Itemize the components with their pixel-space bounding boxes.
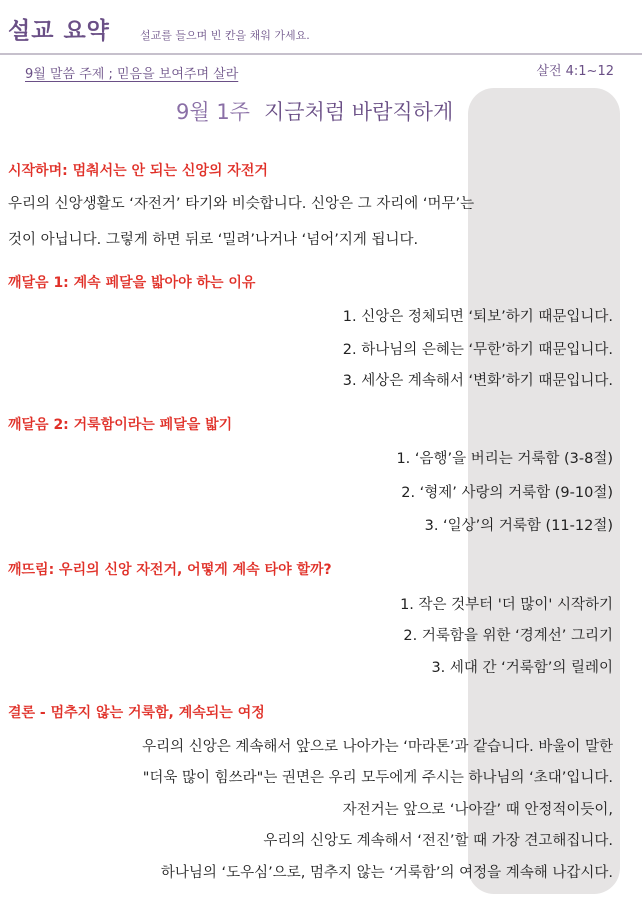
intro-line: 우리의 신앙생활도 ‘자전거’ 타기와 비슷합니다. 신앙은 그 자리에 ‘머무’는 [8,196,475,212]
monthly-theme: 9월 말씀 주제 ; 믿음을 보여주며 살라 [25,67,239,82]
sermon-week: 9월 1주 [176,100,250,124]
sermon-title [176,96,453,126]
conclusion-line: 우리의 신앙은 계속해서 앞으로 나아가는 ‘마라톤’과 같습니다. 바울이 말한 [142,739,613,755]
lesson1-item: 1. 신앙은 정체되면 ‘퇴보’하기 때문입니다. [342,309,613,325]
conclusion-line: 자전거는 앞으로 ‘나아갈’ 때 안정적이듯이, [342,802,613,818]
conclusion-heading: 결론 - 멈추지 않는 거룩함, 계속되는 여정 [8,705,265,721]
page-subtitle: 설교를 들으며 빈 칸을 채워 가세요. [140,29,310,42]
lesson2-item: 3. ‘일상’의 거룩함 (11-12절) [424,518,613,534]
lesson2-heading: 깨달음 2: 거룩함이라는 페달을 밟기 [8,417,233,433]
intro-heading: 시작하며: 멈춰서는 안 되는 신앙의 자전거 [8,163,268,179]
conclusion-line: "더욱 많이 힘쓰라"는 권면은 우리 모두에게 주시는 하나님의 ‘초대’입니다. [142,770,613,786]
lesson2-item: 1. ‘음행’을 버리는 거룩함 (3-8절) [396,451,613,467]
lesson3-item: 3. 세대 간 ‘거룩함’의 릴레이 [431,660,613,676]
lesson3-item: 1. 작은 것부터 '더 많이' 시작하기 [400,597,613,613]
sermon-title-text: 지금처럼 바람직하게 [263,100,454,124]
page-title: 설교 요약 [8,18,110,44]
conclusion-line: 하나님의 ‘도우심’으로, 멈추지 않는 ‘거룩함’의 여정을 계속해 나갑시다. [160,865,613,881]
lesson2-item: 2. ‘형제’ 사랑의 거룩함 (9-10절) [401,485,613,501]
lesson1-heading: 깨달음 1: 계속 페달을 밟아야 하는 이유 [8,275,256,291]
lesson3-item: 2. 거룩함을 위한 ‘경계선’ 그리기 [403,628,613,644]
header-divider [0,53,642,55]
conclusion-line: 우리의 신앙도 계속해서 ‘전진’할 때 가장 견고해집니다. [263,833,613,849]
intro-line: 것이 아닙니다. 그렇게 하면 뒤로 ‘밀려’나거나 ‘넘어’지게 됩니다. [8,232,419,248]
scripture-reference: 살전 4:1~12 [536,64,614,79]
lesson3-heading: 깨뜨림: 우리의 신앙 자전거, 어떻게 계속 타야 할까? [8,562,332,578]
lesson1-item: 2. 하나님의 은혜는 ‘무한’하기 때문입니다. [342,342,613,358]
lesson1-item: 3. 세상은 계속해서 ‘변화’하기 때문입니다. [342,373,613,389]
